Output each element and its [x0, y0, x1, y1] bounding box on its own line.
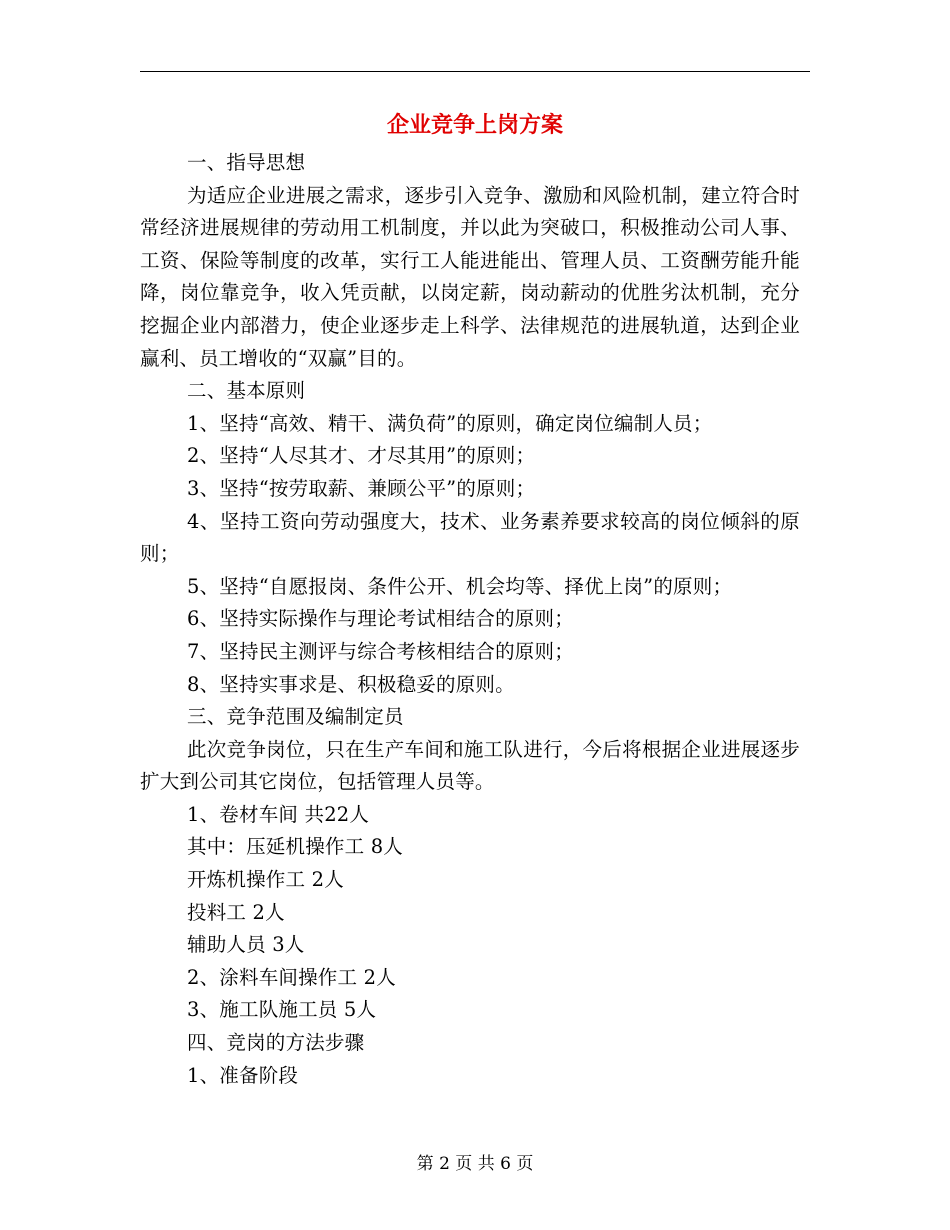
principle-item-2: 2、坚持“人尽其才、才尽其用”的原则；: [187, 444, 536, 468]
principle-item-6: 6、坚持实际操作与理论考试相结合的原则；: [187, 607, 574, 631]
principle-item-4: 4、坚持工资向劳动强度大，技术、业务素养要求较高的岗位倾斜的原则；: [140, 509, 800, 566]
section-heading-method-steps: 四、竞岗的方法步骤: [187, 1031, 365, 1055]
document-title: 企业竞争上岗方案: [386, 112, 563, 138]
paragraph-guiding-ideology: 为适应企业进展之需求，逐步引入竞争、激励和风险机制，建立符合时常经济进展规律的劳动用工机制度，并以此为突破口，积极推动公司人事、工资、保险等制度的改革，实行工人能进能出、管理人员、工资酬劳能升能降，岗位靠竞争，收入凭贡献，以岗定薪，岗动薪动的优胜劣汰机制，充分挖掘企业内部潜力，使企业逐步走上科学、法律规范的进展轨道，达到企业赢利、员工增收的“双赢”目的。: [140, 183, 800, 370]
staffing-item-feeder: 投料工 2人: [187, 900, 285, 924]
principle-item-3: 3、坚持“按劳取薪、兼顾公平”的原则；: [187, 476, 536, 500]
staffing-item-coating-workshop: 2、涂料车间操作工 2人: [187, 965, 396, 989]
principle-item-7: 7、坚持民主测评与综合考核相结合的原则；: [187, 639, 574, 663]
step-item-preparation: 1、准备阶段: [187, 1063, 299, 1087]
staffing-item-roll-workshop: 1、卷材车间 共22人: [187, 802, 370, 826]
principle-item-1: 1、坚持“高效、精干、满负荷”的原则，确定岗位编制人员；: [187, 411, 713, 435]
staffing-item-mill-operator: 开炼机操作工 2人: [187, 868, 344, 892]
principle-item-8: 8、坚持实事求是、积极稳妥的原则。: [187, 672, 515, 696]
staffing-item-construction-team: 3、施工队施工员 5人: [187, 998, 377, 1022]
header-rule: [140, 71, 810, 72]
section-heading-scope-staffing: 三、竞争范围及编制定员: [187, 705, 404, 729]
section-heading-basic-principles: 二、基本原则: [187, 379, 306, 403]
document-body: [140, 147, 800, 1092]
page-number: 第 2 页 共 6 页: [416, 1154, 534, 1174]
section-heading-guiding-ideology: 一、指导思想: [187, 151, 306, 174]
staffing-item-calender-operator: 其中：压延机操作工 8人: [187, 835, 404, 859]
paragraph-scope: 此次竞争岗位，只在生产车间和施工队进行，今后将根据企业进展逐步扩大到公司其它岗位，包括管理人员等。: [140, 737, 800, 794]
principle-item-5: 5、坚持“自愿报岗、条件公开、机会均等、择优上岗”的原则；: [187, 574, 733, 598]
staffing-item-auxiliary: 辅助人员 3人: [187, 933, 305, 957]
